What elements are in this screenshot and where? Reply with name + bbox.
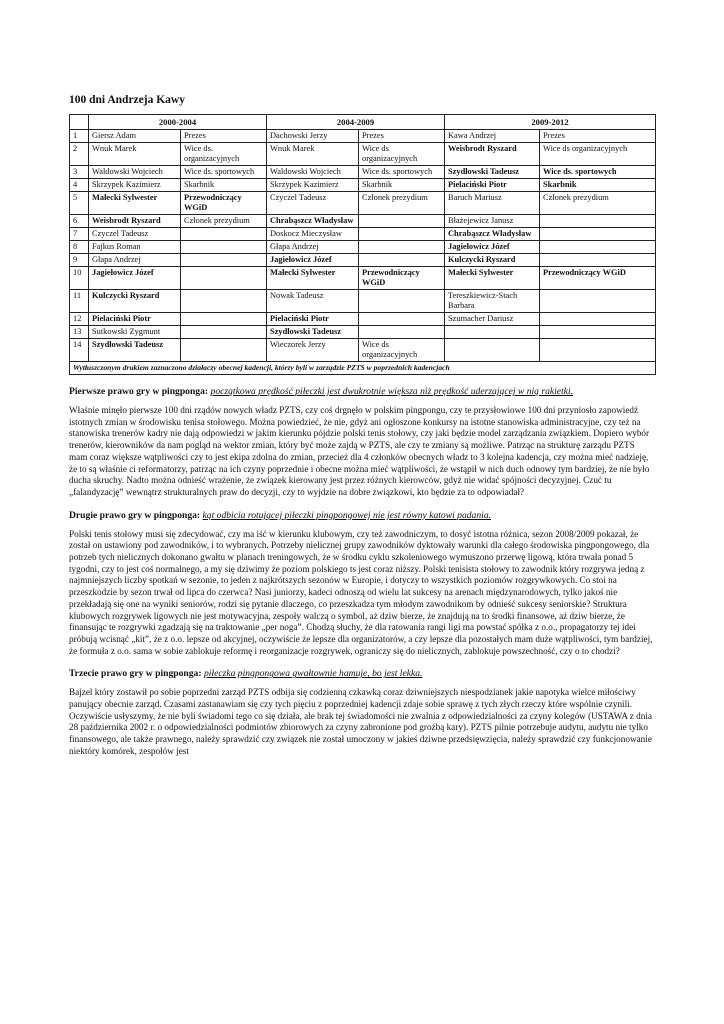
row-number: 1	[70, 130, 89, 143]
table-note: Wytłuszczonym drukiem zaznaczono działaczy obecnej kadencji, którzy byli w zarządzie PZTS w poprzednich kadencjach	[70, 362, 656, 375]
row-number: 7	[70, 228, 89, 241]
member-name-cell: Doskocz Mieczysław	[267, 228, 359, 241]
member-role-cell: Członek prezydium	[540, 192, 656, 215]
member-role-cell	[540, 241, 656, 254]
row-number: 5	[70, 192, 89, 215]
section-subtitle: piłeczka pingpongowa gwałtownie hamuje, bo jest lekka.	[203, 668, 423, 680]
member-name-cell: Skrzypek Kazimierz	[267, 179, 359, 192]
member-name-cell: Szumacher Dariusz	[445, 313, 540, 326]
member-role-cell: Wice ds organizacyjnych	[359, 339, 445, 362]
member-role-cell	[540, 228, 656, 241]
member-name-cell: Błażejewicz Janusz	[445, 215, 540, 228]
member-name-cell: Sutkowski Zygmunt	[89, 326, 181, 339]
member-name-cell: Wnuk Marek	[267, 143, 359, 166]
member-name-cell: Jagiełowicz Józef	[445, 241, 540, 254]
member-role-cell: Członek prezydium	[181, 215, 267, 228]
member-role-cell: Wice ds. sportowych	[540, 166, 656, 179]
member-name-cell: Dachowski Jerzy	[267, 130, 359, 143]
member-role-cell: Prezes	[181, 130, 267, 143]
member-role-cell: Przewodniczący WGiD	[359, 267, 445, 290]
member-role-cell: Prezes	[359, 130, 445, 143]
member-role-cell	[181, 290, 267, 313]
member-name-cell: Pielaciński Piotr	[445, 179, 540, 192]
member-name-cell: Kulczycki Ryszard	[89, 290, 181, 313]
member-name-cell: Waldowski Wojciech	[267, 166, 359, 179]
member-role-cell: Skarbnik	[540, 179, 656, 192]
member-name-cell: Jagiełowicz Józef	[89, 267, 181, 290]
member-role-cell: Prezes	[540, 130, 656, 143]
member-role-cell	[540, 313, 656, 326]
period-header: 2004-2009	[267, 115, 445, 130]
member-name-cell: Wnuk Marek	[89, 143, 181, 166]
member-role-cell	[540, 254, 656, 267]
table-row	[70, 143, 656, 166]
member-name-cell: Fajkus Roman	[89, 241, 181, 254]
member-role-cell	[181, 339, 267, 362]
member-role-cell: Wice ds. organizacyjnych	[181, 143, 267, 166]
member-name-cell: Małecki Sylwester	[89, 192, 181, 215]
member-role-cell	[181, 326, 267, 339]
row-number: 13	[70, 326, 89, 339]
table-body	[70, 130, 656, 362]
document-page	[69, 94, 655, 768]
member-name-cell: Skrzypek Kazimierz	[89, 179, 181, 192]
row-number: 8	[70, 241, 89, 254]
member-role-cell	[540, 215, 656, 228]
member-name-cell: Weisbrodt Ryszard	[89, 215, 181, 228]
member-name-cell	[445, 326, 540, 339]
member-role-cell	[359, 254, 445, 267]
article-body	[69, 386, 655, 758]
member-role-cell	[181, 267, 267, 290]
member-role-cell: Skarbnik	[359, 179, 445, 192]
member-role-cell	[540, 339, 656, 362]
member-name-cell: Baruch Mariusz	[445, 192, 540, 215]
member-name-cell: Nowak Tadeusz	[267, 290, 359, 313]
table-row	[70, 326, 656, 339]
member-role-cell	[181, 313, 267, 326]
board-composition-table	[69, 114, 656, 375]
section-subtitle: kąt odbicia rotującej piłeczki pingpongowej nie jest równy katowi padania.	[202, 509, 492, 521]
table-row	[70, 166, 656, 179]
member-name-cell: Głapa Andrzej	[267, 241, 359, 254]
section-heading: Drugie prawo gry w pingponga: kąt odbicia rotującej piłeczki pingpongowej nie jest równy katowi padania.	[69, 509, 492, 521]
table-row	[70, 339, 656, 362]
member-role-cell	[540, 326, 656, 339]
member-name-cell: Waldowski Wojciech	[89, 166, 181, 179]
member-name-cell: Tereszkiewicz-Stach Barbara	[445, 290, 540, 313]
member-name-cell: Małecki Sylwester	[267, 267, 359, 290]
row-number: 6	[70, 215, 89, 228]
member-role-cell: Wice ds organizacyjnych	[540, 143, 656, 166]
member-role-cell	[359, 290, 445, 313]
table-row	[70, 228, 656, 241]
member-role-cell	[181, 241, 267, 254]
member-role-cell: Wice ds organizacyjnych	[359, 143, 445, 166]
member-role-cell	[359, 228, 445, 241]
member-role-cell	[181, 228, 267, 241]
section-heading: Pierwsze prawo gry w pingponga: początkowa prędkość piłeczki jest dwukrotnie większa niż prędkość uderzającej w nią rakietki.	[69, 386, 574, 397]
period-header: 2009-2012	[445, 115, 656, 130]
member-name-cell: Giersz Adam	[89, 130, 181, 143]
row-number: 3	[70, 166, 89, 179]
member-name-cell: Głapa Andrzej	[89, 254, 181, 267]
table-row	[70, 215, 656, 228]
table-row	[70, 313, 656, 326]
member-name-cell: Małecki Sylwester	[445, 267, 540, 290]
member-role-cell	[359, 326, 445, 339]
member-role-cell: Przewodniczący WGiD	[540, 267, 656, 290]
member-name-cell: Pielaciński Piotr	[89, 313, 181, 326]
table-row	[70, 241, 656, 254]
member-name-cell: Chrabąszcz Władysław	[445, 228, 540, 241]
member-role-cell	[540, 290, 656, 313]
row-number: 2	[70, 143, 89, 166]
member-role-cell: Wice ds. sportowych	[181, 166, 267, 179]
member-role-cell	[359, 215, 445, 228]
row-number: 4	[70, 179, 89, 192]
row-number: 14	[70, 339, 89, 362]
table-note-row	[70, 362, 656, 375]
member-name-cell: Szydłowski Tadeusz	[267, 326, 359, 339]
row-number: 10	[70, 267, 89, 290]
member-name-cell: Wieczorek Jerzy	[267, 339, 359, 362]
section-heading: Trzecie prawo gry w pingponga: piłeczka pingpongowa gwałtownie hamuje, bo jest lekka.	[69, 668, 423, 680]
table-row	[70, 254, 656, 267]
period-header-row	[70, 115, 656, 130]
member-name-cell: Kulczycki Ryszard	[445, 254, 540, 267]
table-row	[70, 290, 656, 313]
member-name-cell: Czyczel Tadeusz	[89, 228, 181, 241]
paragraph: Polski tenis stołowy musi się zdecydować, czy ma iść w kierunku klubowym, czy też zawodniczym, to dosyć istotna różnica, sezon 2008/2009 pokazał, że został on ustawiony pod zawodników, i to wybranych. Potrzeby nielicznej grupy zawodników dyktowały warunki dla całego środowiska pingpongowego, dla potrzeb tych nielicznych dokonano gwałtu w planach treningowych, że w środku cyklu szkoleniowego wymuszono przerwę ligową, która trwała ponad 5 tygodni, czy to jest coś normalnego, a my się dziwimy że poziom polskiego ts jest coraz niższy. Polski tenisista stołowy to zawodnik który rozgrywa jedną z najmniejszych liczby spotkań w sezonie, to jeden z najkrótszych sezonów w Europie, i dotyczy to wszystkich poziomów rozgrywkowych. Co stoi na przeszkodzie by sezon trwał od lipca do czerwca? Nasi juniorzy, kadeci odnoszą od wielu lat sukcesy na arenach międzynarodowych, tylko jakoś nie przekładają się one na wyniki seniorów, rodzi się pytanie dlaczego, co przeszkadza tym młodym zawodnikom by odnieść sukcesy seniorskie? Struktura klubowych rozgrywek ligowych nie jest motywacyjna, zespoły walczą o symbol, aż dziw bierze, że znajdują na to środki finansowe, aż dziw bierze, że finansując te rozgrywki zgadzają się na traktowanie „per noga”. Chodzą słuchy, że dla ratowania rangi ligi ma powstać spółka z o.o., propagatorzy tej idei próbują wcisnąć „kit”, że z o.o. lepsze od akcyjnej, oczywiście że lepsze dla organizatorów, a czy lepsze dla pozostałych mam duże wątpliwości, tym bardziej, że formuła z o.o. sama w sobie zablokuje reformę i reorganizacje rozgrywek, ograniczy się do nielicznych, zablokuje powszechność, czy o to chodzi?	[69, 528, 653, 656]
member-name-cell: Jagiełowicz Józef	[267, 254, 359, 267]
member-name-cell: Weisbrodt Ryszard	[445, 143, 540, 166]
member-role-cell: Członek prezydium	[359, 192, 445, 215]
paragraph: Bajzel który zostawił po sobie poprzedni zarząd PZTS odbija się codzienną czkawką coraz dziwniejszych niespodzianek jakie napotyka wielce miłościwy panujący obecnie zarząd. Czasami zastanawiam się czy tych pięciu z poprzedniej kadencji zdaje sobie sprawę z tych złych rzeczy które wspólnie czynili. Oczywiście usłyszymy, że nie byli świadomi tego co się działa, ale brak tej świadomości nie zwalnia z odpowiedzialności za czyny kolegów (USTAWA z dnia 28 października 2002 r. o odpowiedzialności podmiotów zbiorowych za czyny zabronione pod groźbą kary). PZTS pilnie potrzebuje audytu, audytu nie tylko finansowego, ale także prawnego, należy sprawdzić czy związek nie został umoczony w jakieś dziwne przedsięwzięcia, należy sprawdzić czy funkcjonowanie niektóry komórek, zespołów jest	[69, 687, 652, 756]
member-role-cell	[181, 254, 267, 267]
row-number: 12	[70, 313, 89, 326]
section-subtitle: początkowa prędkość piłeczki jest dwukrotnie większa niż prędkość uderzającej w nią rakietki.	[210, 386, 574, 397]
member-name-cell: Szydłowski Tadeusz	[445, 166, 540, 179]
member-role-cell: Przewodniczący WGiD	[181, 192, 267, 215]
member-name-cell: Szydłowski Tadeusz	[89, 339, 181, 362]
table-row	[70, 130, 656, 143]
member-name-cell: Kawa Andrzej	[445, 130, 540, 143]
row-number: 11	[70, 290, 89, 313]
table-row	[70, 179, 656, 192]
row-number: 9	[70, 254, 89, 267]
member-role-cell: Skarbnik	[181, 179, 267, 192]
member-role-cell	[359, 313, 445, 326]
member-role-cell	[359, 241, 445, 254]
member-name-cell: Chrabąszcz Władysław	[267, 215, 359, 228]
member-name-cell: Czyczel Tadeusz	[267, 192, 359, 215]
page-title: 100 dni Andrzeja Kawy	[69, 94, 185, 106]
table-row	[70, 192, 656, 215]
table-row	[70, 267, 656, 290]
member-name-cell	[445, 339, 540, 362]
member-role-cell: Wice ds. sportowych	[359, 166, 445, 179]
paragraph: Właśnie minęło pierwsze 100 dni rządów nowych władz PZTS, czy coś drgnęło w polskim pingpongu, czy te przysłowiowe 100 dni przyniosło zapowiedź istotnych zmian w środowisku tenisa stołowego. Można powiedzieć, że nie, gdyż ani ogłoszone konkursy na istotne stanowiska administracyjne, czy też na stanowiska trenerów kadry nie dają odpowiedzi w jakim kierunku pójdzie polski tenis stołowy, czy jaki będzie model zarządzania związkiem. Dopiero wybór trenerów, kierowników da nam pogląd na wektor zmian, który być może zajdą w PZTS, ale czy te zmiany są możliwe. Patrząc na strukturę zarządu PZTS mam coraz większe wątpliwości czy to jest ekipa zdolna do zmian, przecież dla 4 członków obecnych władz to 3 kolejna kadencja, czy można mieć nadzieję, że to są właśnie ci reformatorzy, patrząc na ich czyny poprzednie i obecne można mieć wątpliwości, że wstąpił w nich duch odnowy tym bardziej, że nie było ducha skruchy. Nadto można odnieść wrażenie, że związek kierowany jest przez różnych kierowców, gdyż nie widać spójności decyzyjnej. Czuć tu „falandyzację” wewnątrz strukturalnych praw do decyzji, czy to wyjdzie na dobre związkowi, kto będzie za to odpowiadał?	[69, 405, 650, 497]
member-name-cell: Pielaciński Piotr	[267, 313, 359, 326]
period-header: 2000-2004	[89, 115, 267, 130]
